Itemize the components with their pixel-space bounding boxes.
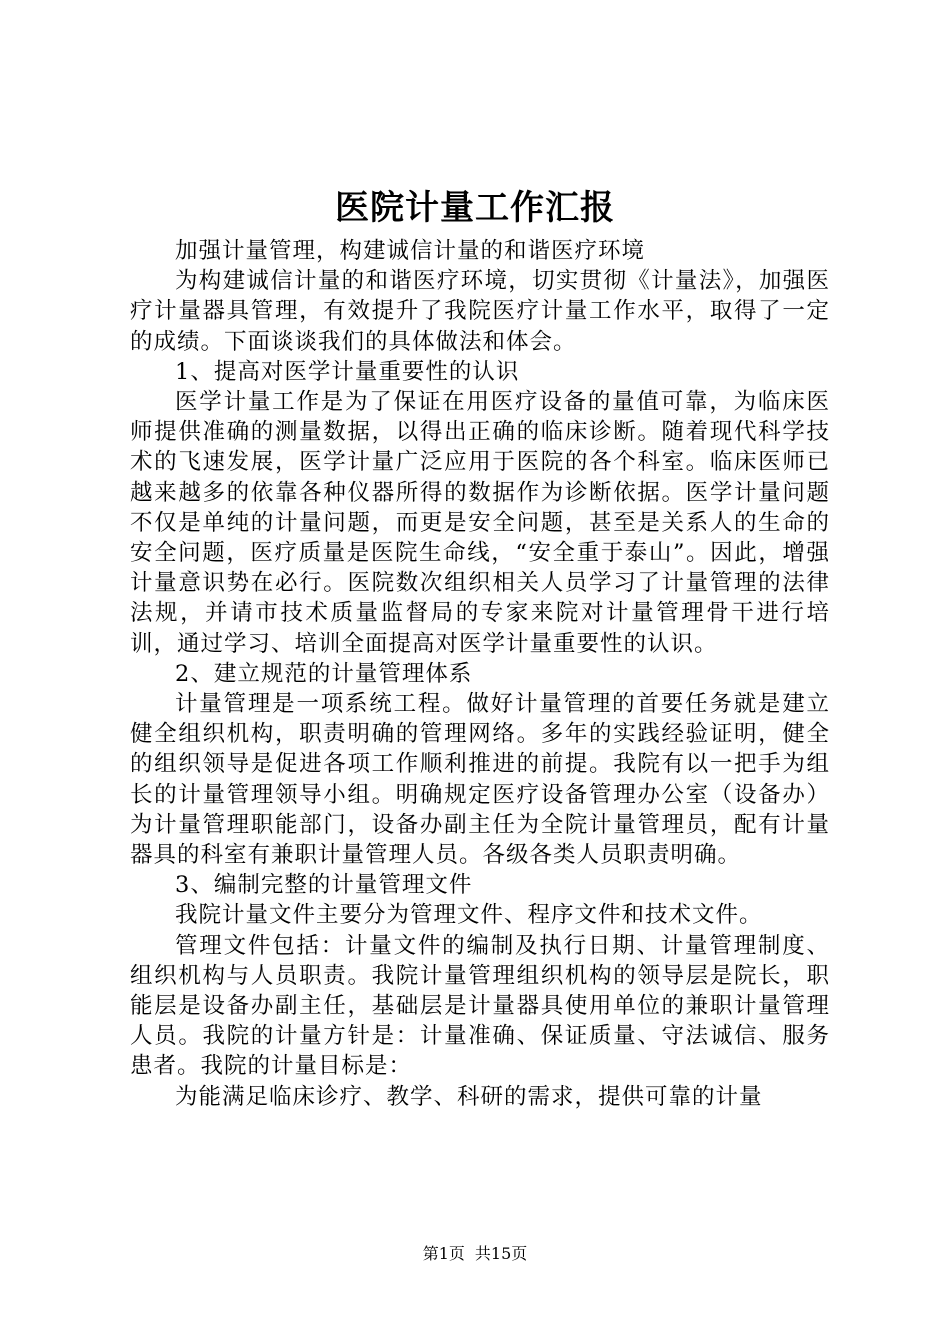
page-total: 共15页: [474, 1244, 528, 1263]
section-2-paragraph: 计量管理是一项系统工程。做好计量管理的首要任务就是建立健全组织机构，职责明确的管理网络。多年的实践经验证明，健全的组织领导是促进各项工作顺利推进的前提。我院有以一把手为组长的计量管理领导小组。明确规定医疗设备管理办公室（设备办）为计量管理职能部门，设备办副主任为全院计量管理员，配有计量器具的科室有兼职计量管理人员。各级各类人员职责明确。: [130, 691, 830, 869]
intro-paragraph: 为构建诚信计量的和谐医疗环境，切实贯彻《计量法》，加强医疗计量器具管理，有效提升了我院医疗计量工作水平，取得了一定的成绩。下面谈谈我们的具体做法和体会。: [130, 268, 830, 355]
page-footer: [0, 1243, 950, 1265]
section-3-paragraph-2: 管理文件包括：计量文件的编制及执行日期、计量管理制度、组织机构与人员职责。我院计量管理组织机构的领导层是院长，职能层是设备办副主任，基础层是计量器具使用单位的兼职计量管理人员。我院的计量方针是：计量准确、保证质量、守法诚信、服务患者。我院的计量目标是：: [130, 932, 830, 1080]
section-1-paragraph: 医学计量工作是为了保证在用医疗设备的量值可靠，为临床医师提供准确的测量数据，以得出正确的临床诊断。随着现代科学技术的飞速发展，医学计量广泛应用于医院的各个科室。临床医师已越来越多的依靠各种仪器所得的数据作为诊断依据。医学计量问题不仅是单纯的计量问题，而更是安全问题，甚至是关系人的生命的安全问题，医疗质量是医院生命线，“安全重于泰山”。因此，增强计量意识势在必行。医院数次组织相关人员学习了计量管理的法律法规，并请市技术质量监督局的专家来院对计量管理骨干进行培训，通过学习、培训全面提高对医学计量重要性的认识。: [130, 389, 830, 657]
section-heading-1: 1、提高对医学计量重要性的认识: [175, 358, 520, 385]
subtitle-paragraph: 加强计量管理，构建诚信计量的和谐医疗环境: [175, 238, 646, 264]
page-number: 第1页: [422, 1244, 465, 1263]
section-3-paragraph-3: 为能满足临床诊疗、教学、科研的需求，提供可靠的计量: [175, 1083, 763, 1110]
section-3-paragraph-1: 我院计量文件主要分为管理文件、程序文件和技术文件。: [175, 902, 763, 929]
document-body: [130, 236, 830, 1112]
section-heading-2: 2、建立规范的计量管理体系: [175, 660, 473, 687]
section-heading-3: 3、编制完整的计量管理文件: [175, 872, 473, 899]
document-title: 医院计量工作汇报: [335, 188, 615, 228]
